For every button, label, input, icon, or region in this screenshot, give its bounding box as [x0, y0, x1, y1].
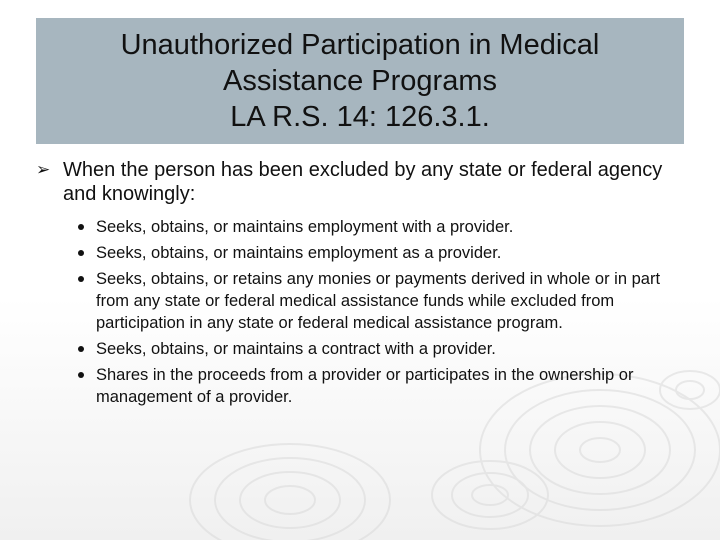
sub-bullet-text: Shares in the proceeds from a provider or participates in the ownership or management of a provider. [96, 366, 634, 406]
sub-bullet-text: Seeks, obtains, or retains any monies or payments derived in whole or in part from any state or federal medical assistance funds while excluded from participation in any state or federal medical assistance program. [96, 270, 661, 332]
sub-bullet-text: Seeks, obtains, or maintains employment with a provider. [96, 218, 514, 236]
title-line-3: LA R.S. 14: 126.3.1. [230, 101, 490, 133]
dot-bullet-icon [78, 224, 84, 230]
dot-bullet-icon [78, 372, 84, 378]
slide-body [36, 158, 676, 412]
sub-bullet-text: Seeks, obtains, or maintains employment as a provider. [96, 244, 502, 262]
list-item [36, 216, 676, 238]
list-item [36, 364, 676, 408]
list-item [36, 268, 676, 334]
dot-bullet-icon [78, 250, 84, 256]
dot-bullet-icon [78, 276, 84, 282]
list-item [36, 242, 676, 264]
title-line-1: Unauthorized Participation in Medical [120, 29, 600, 61]
title-line-2: Assistance Programs [223, 65, 497, 97]
sub-bullet-list [36, 216, 676, 408]
main-bullet-text: When the person has been excluded by any state or federal agency and knowingly: [63, 159, 663, 205]
main-bullet [36, 158, 676, 206]
list-item [36, 338, 676, 360]
arrow-bullet-icon: ➢ [36, 160, 51, 179]
title-banner [36, 18, 684, 144]
sub-bullet-text: Seeks, obtains, or maintains a contract with a provider. [96, 340, 496, 358]
dot-bullet-icon [78, 346, 84, 352]
